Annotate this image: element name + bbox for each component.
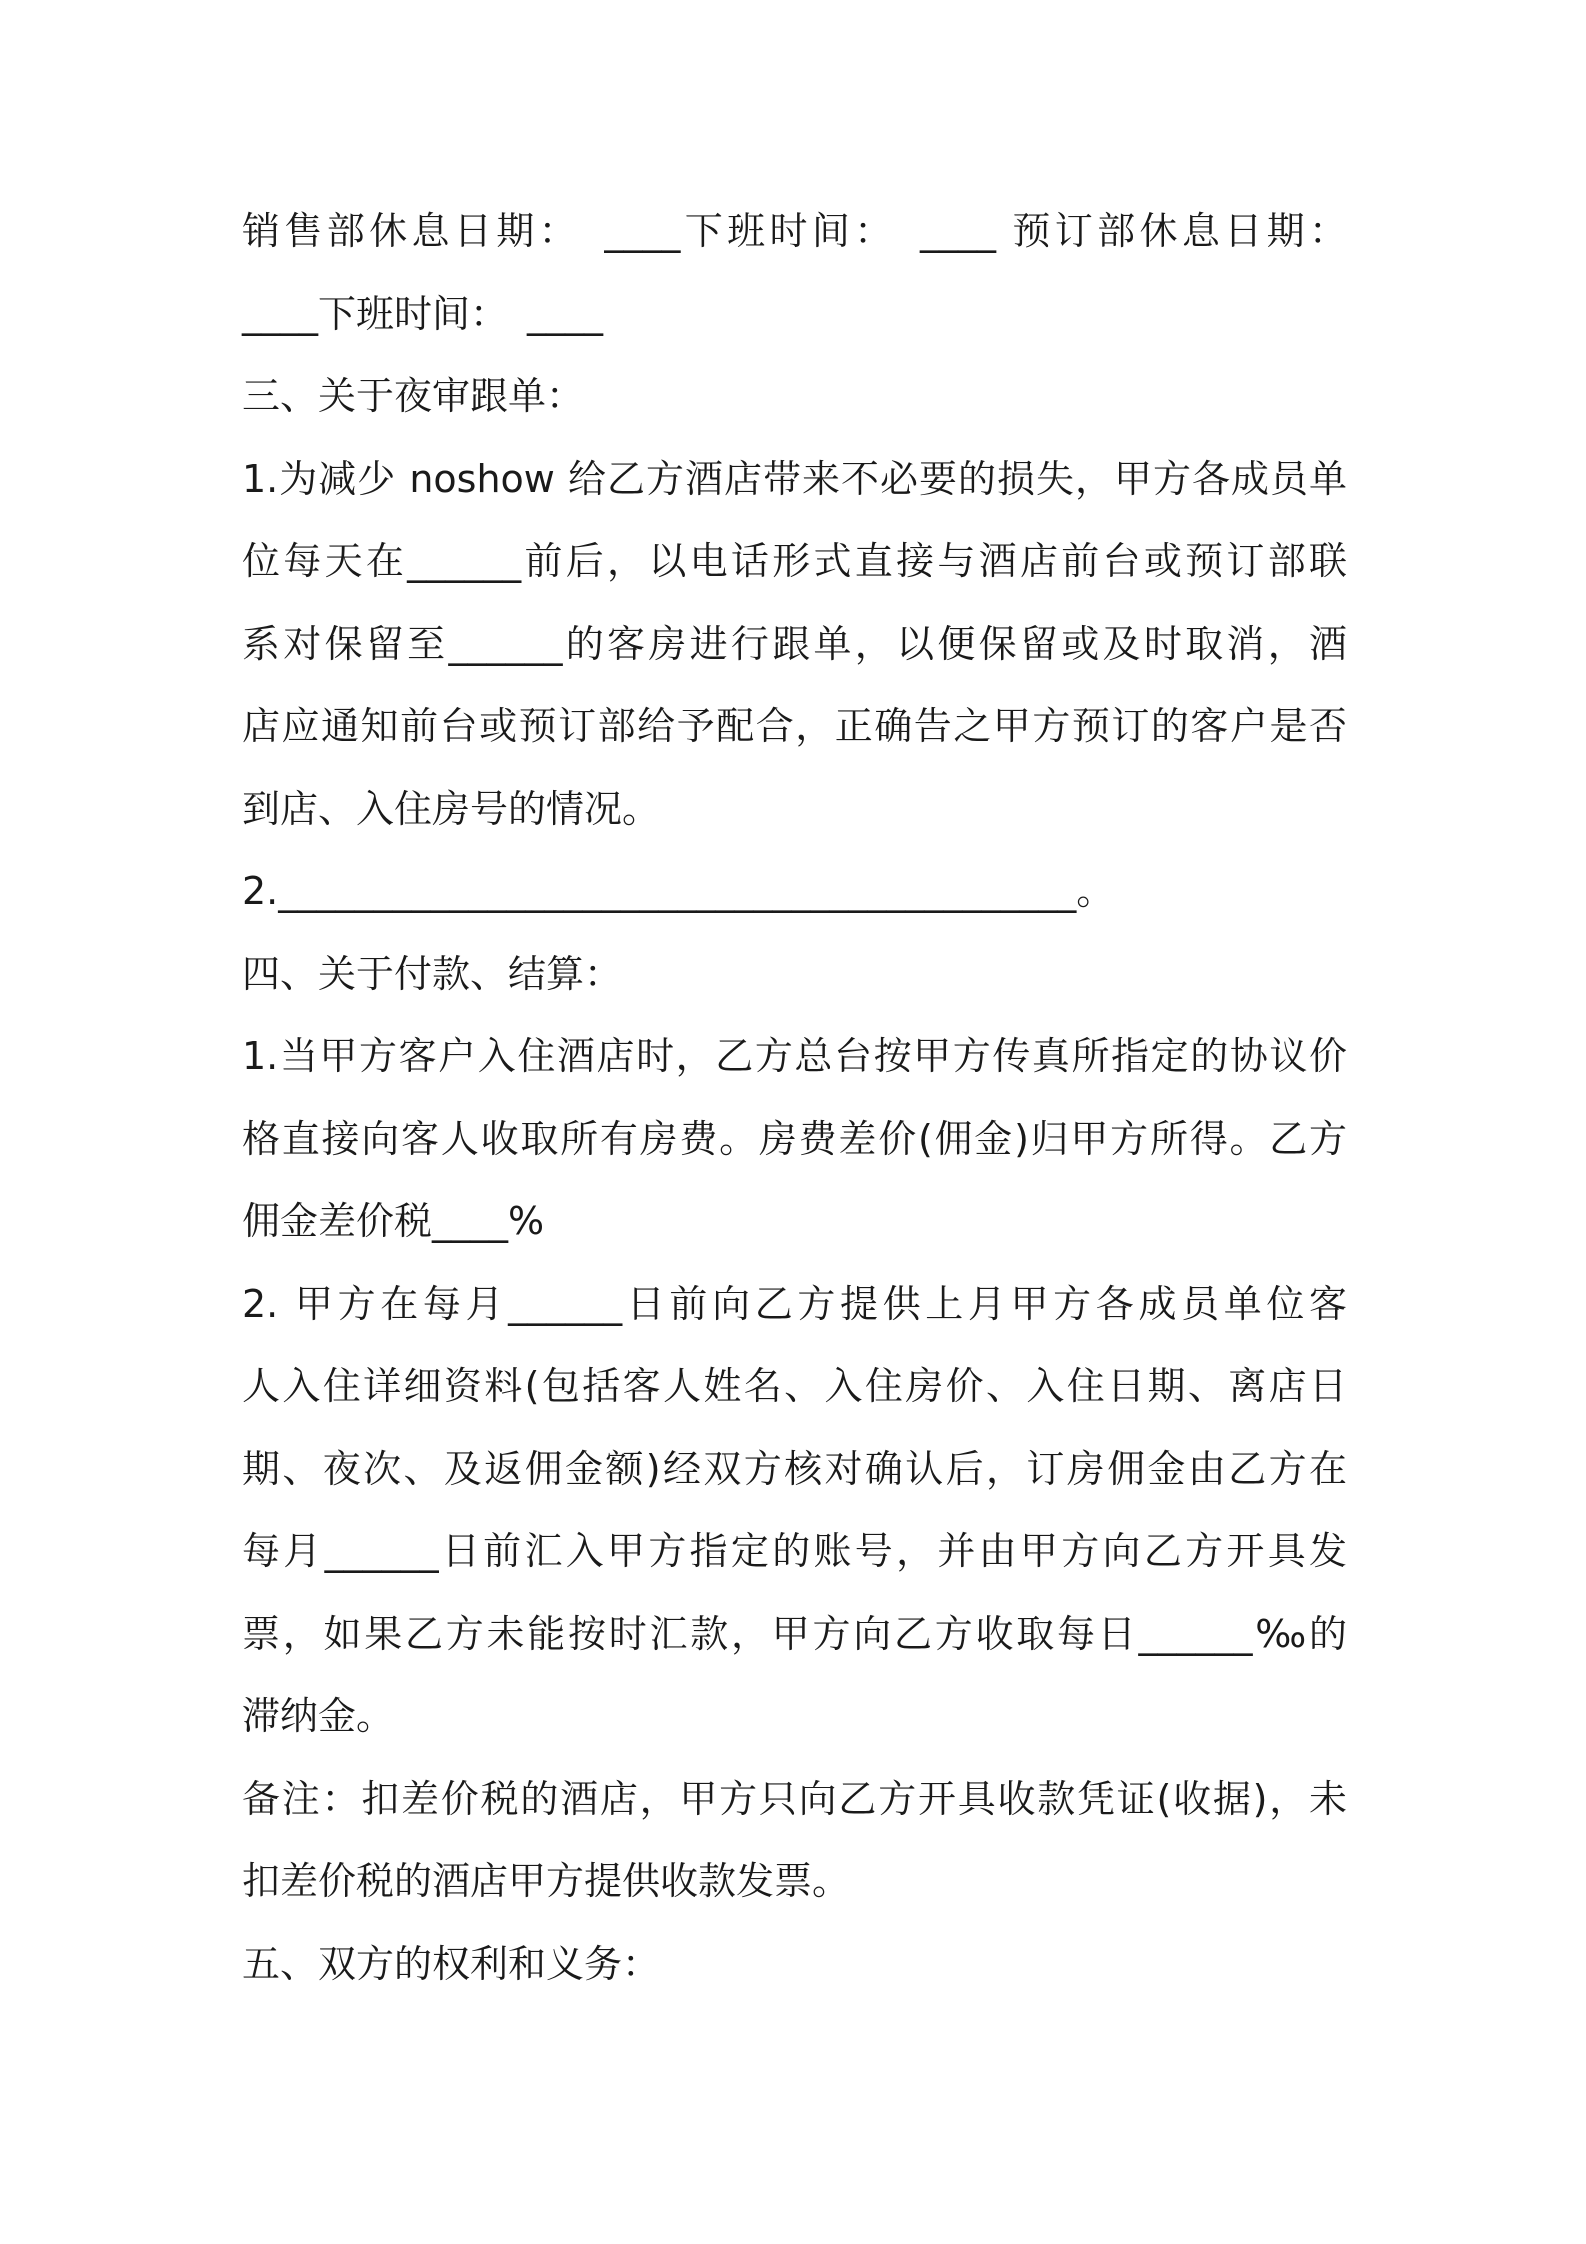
section-heading: 三、关于夜审跟单： [242, 374, 585, 418]
text-line: 到店、入住房号的情况。 [242, 786, 661, 831]
text-line: 2. 甲方在每月______日前向乙方提供上月甲方各成员单位客 [242, 1281, 1347, 1326]
document-body [242, 190, 1347, 2005]
text-line: ____下班时间： ____ [242, 291, 604, 336]
section-heading: 五、双方的权利和义务： [242, 1941, 661, 1986]
text-line: 滞纳金。 [242, 1694, 395, 1738]
text-line: 1.为减少 noshow 给乙方酒店带来不必要的损失，甲方各成员单 [242, 456, 1347, 501]
text-line: 2.__________________________________________。 [242, 869, 1115, 913]
text-line: 票，如果乙方未能按时汇款，甲方向乙方收取每日______‰的 [242, 1611, 1347, 1656]
text-line: 销售部休息日期： ____下班时间： ____ 预订部休息日期： [242, 209, 1347, 253]
text-line: 位每天在______前后，以电话形式直接与酒店前台或预订部联 [242, 539, 1347, 583]
text-line: 扣差价税的酒店甲方提供收款发票。 [242, 1859, 851, 1903]
text-line: 备注：扣差价税的酒店，甲方只向乙方开具收款凭证(收据)，未 [242, 1776, 1347, 1821]
text-line: 期、夜次、及返佣金额)经双方核对确认后，订房佣金由乙方在 [242, 1446, 1347, 1491]
text-line: 佣金差价税____% [242, 1199, 545, 1243]
text-line: 系对保留至______的客房进行跟单，以便保留或及时取消，酒 [242, 621, 1347, 666]
text-line: 1.当甲方客户入住酒店时，乙方总台按甲方传真所指定的协议价 [242, 1034, 1347, 1078]
text-line: 格直接向客人收取所有房费。房费差价(佣金)归甲方所得。乙方 [242, 1116, 1347, 1161]
text-line: 人入住详细资料(包括客人姓名、入住房价、入住日期、离店日 [242, 1364, 1347, 1408]
text-line: 店应通知前台或预订部给予配合，正确告之甲方预订的客户是否 [242, 704, 1347, 748]
section-heading: 四、关于付款、结算： [242, 951, 623, 996]
text-line: 每月______日前汇入甲方指定的账号，并由甲方向乙方开具发 [242, 1529, 1347, 1573]
